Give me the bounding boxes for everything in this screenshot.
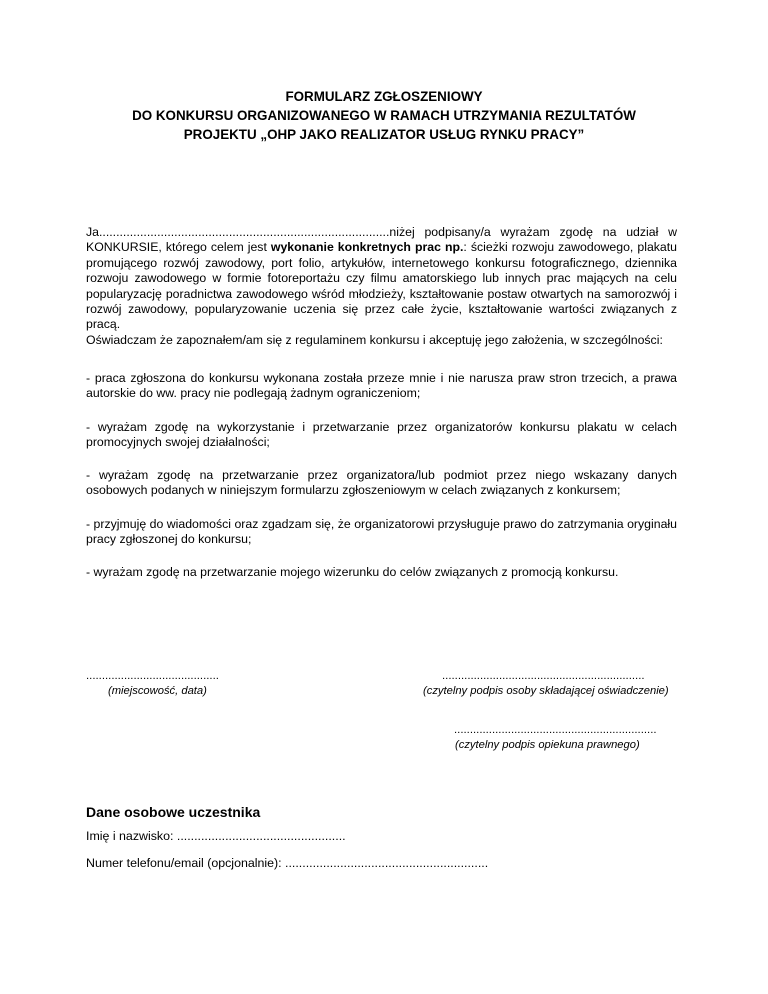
declaration-item: - praca zgłoszona do konkursu wykonana została przeze mnie i nie narusza praw stron trzecich, a prawa autorskie do ww. pracy nie podlegają żadnym ograniczeniom; [86,371,677,401]
form-title: FORMULARZ ZGŁOSZENIOWY [285,89,483,104]
declaration-item: - wyrażam zgodę na przetwarzanie mojego wizerunku do celów związanych z promocją konkursu. [86,565,619,579]
name-field: Imię i nazwisko: ................................................. [86,829,346,843]
place-date-label: (miejscowość, data) [108,685,207,697]
declaration-item: - przyjmuję do wiadomości oraz zgadzam się, że organizatorowi przysługuje prawo do zatrzymania oryginału pracy zgłoszonej do konkursu; [86,516,677,546]
participant-signature-line: ................................................................ [442,670,645,682]
consent-intro-start: Ja.....................................................................................niżej podpisany/a wyrażam zgodę na udział w KONKURSIE, którego celem jest [86,225,677,255]
form-subtitle-line-2: PROJEKTU „OHP JAKO REALIZATOR USŁUG RYNKU PRACY” [183,127,585,142]
guardian-signature-line: ................................................................ [454,724,657,736]
declaration-item: - wyrażam zgodę na przetwarzanie przez organizatora/lub podmiot przez niego wskazany danych osobowych podanych w niniejszym formularzu zgłoszeniowym w celach związanych z konkursem; [86,468,677,498]
consent-statement [86,225,677,348]
participant-data-heading: Dane osobowe uczestnika [86,804,261,820]
place-date-signature-line: .......................................... [86,670,219,682]
consent-intro [86,225,677,333]
declaration-list [86,371,677,598]
form-subtitle-line-1: DO KONKURSU ORGANIZOWANEGO W RAMACH UTRZYMANIA REZULTATÓW [132,108,636,123]
guardian-signature-label: (czytelny podpis opiekuna prawnego) [455,739,640,751]
participant-signature-label: (czytelny podpis osoby składającej oświadczenie) [423,685,669,697]
consent-intro-end: : ścieżki rozwoju zawodowego, plakatu promującego rozwój zawodowy, port folio, artykułów, internetowego konkursu fotograficznego, dziennika rozwoju zawodowego w formie fotoreportażu czy filmu amatorskiego lub innych prac mających na celu popularyzację poradnictwa zawodowego wśród młodzieży, kształtowanie postaw otwartych na samorozwój i rozwój zawodowy, popularyzowanie uczenia się przez całe życie, kształtowanie wartości związanych z pracą. [86,240,678,332]
declaration-text: Oświadczam że zapoznałem/am się z regulaminem konkursu i akceptuję jego założenia, w szczególności: [86,332,663,347]
consent-intro-bold: wykonanie konkretnych prac np. [270,240,464,255]
contact-field: Numer telefonu/email (opcjonalnie): ........................................................... [86,856,489,870]
declaration-item: - wyrażam zgodę na wykorzystanie i przetwarzanie przez organizatorów konkursu plakatu w celach promocyjnych swojej działalności; [86,419,677,449]
